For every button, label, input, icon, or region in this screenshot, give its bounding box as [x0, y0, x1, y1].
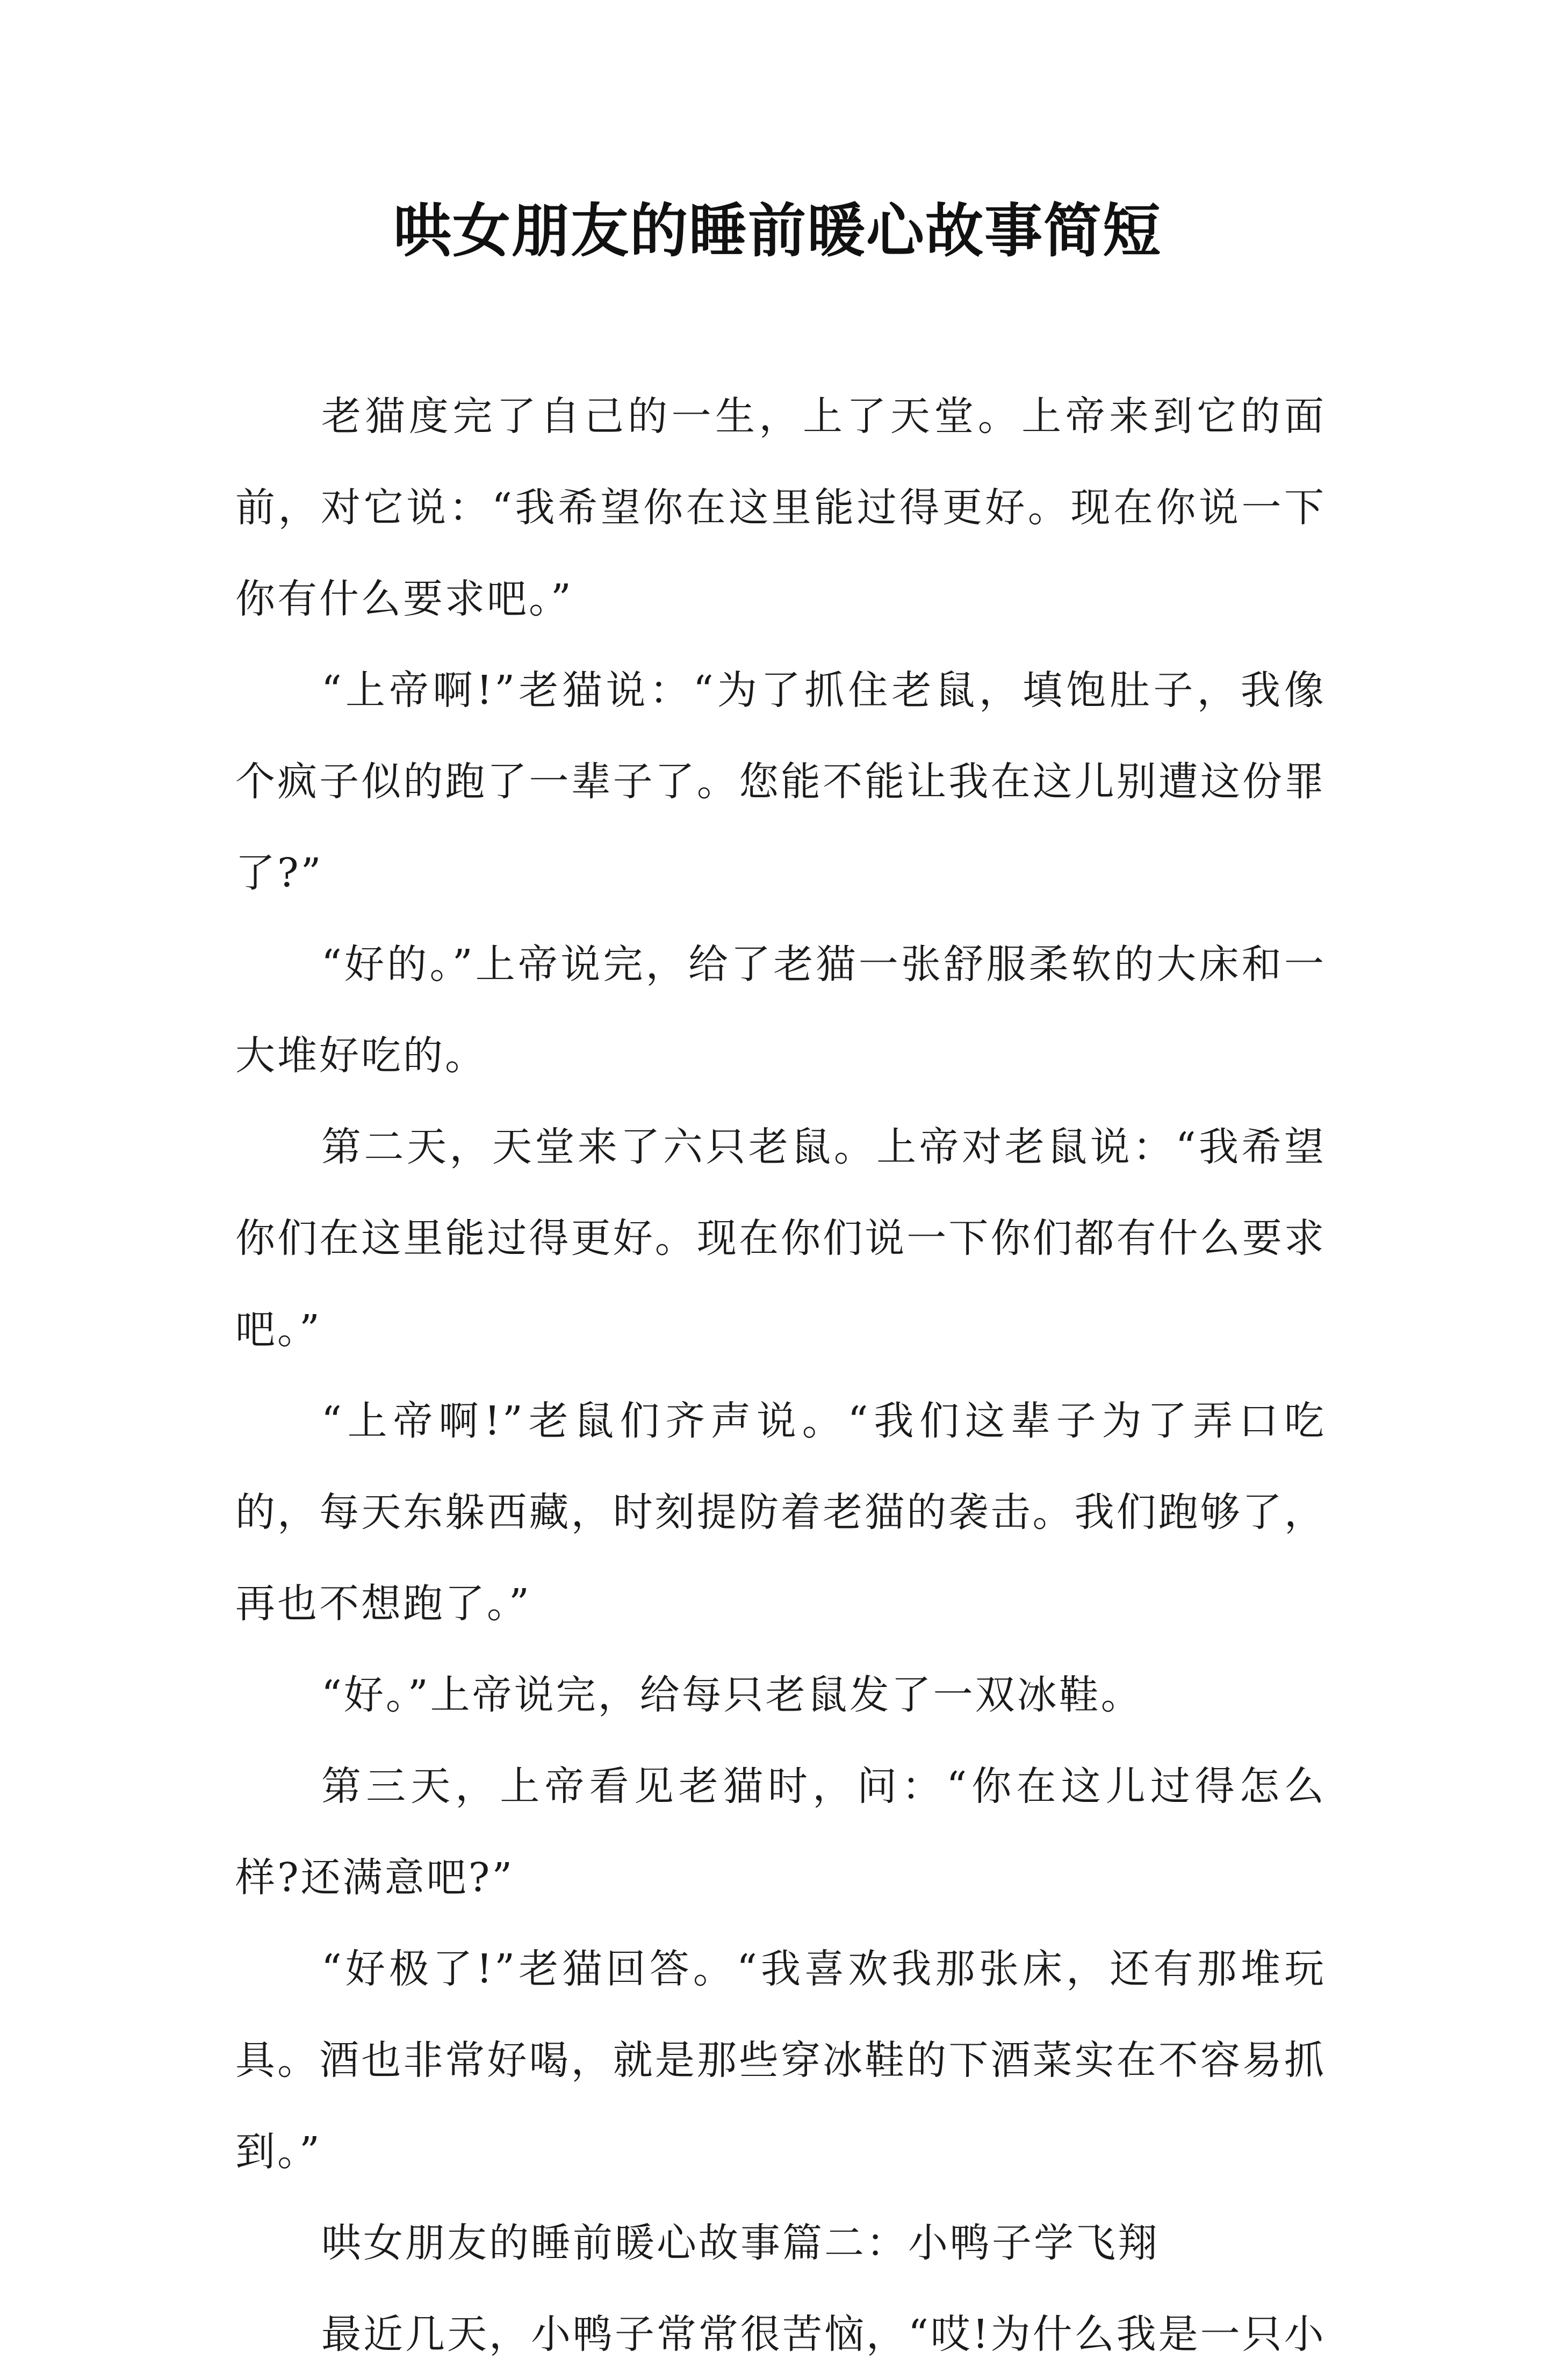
- document-body: [235, 371, 1326, 2380]
- document-title: 哄女朋友的睡前暖心故事简短: [393, 197, 1162, 265]
- paragraph: “好的。”上帝说完，给了老猫一张舒服柔软的大床和一大堆好吃的。: [235, 941, 1326, 1079]
- paragraph: 老猫度完了自己的一生，上了天堂。上帝来到它的面前，对它说：“我希望你在这里能过得更好。现在你说一下你有什么要求吧。”: [235, 393, 1326, 622]
- paragraph: 第三天，上帝看见老猫时，问：“你在这儿过得怎么样?还满意吧?”: [235, 1763, 1326, 1901]
- paragraph: “上帝啊!”老鼠们齐声说。“我们这辈子为了弄口吃的，每天东躲西藏，时刻提防着老猫的袭击。我们跑够了，再也不想跑了。”: [235, 1398, 1326, 1627]
- paragraph: 最近几天，小鸭子常常很苦恼，“哎!为什么我是一只小: [321, 2311, 1326, 2357]
- paragraph: “上帝啊!”老猫说：“为了抓住老鼠，填饱肚子，我像个疯子似的跑了一辈子了。您能不能让我在这儿别遭这份罪了?”: [235, 667, 1326, 896]
- paragraph: “好。”上帝说完，给每只老鼠发了一双冰鞋。: [321, 1672, 1143, 1718]
- paragraph: “好极了!”老猫回答。“我喜欢我那张床，还有那堆玩具。酒也非常好喝，就是那些穿冰鞋的下酒菜实在不容易抓到。”: [235, 1946, 1326, 2175]
- paragraph: 第二天，天堂来了六只老鼠。上帝对老鼠说：“我希望你们在这里能过得更好。现在你们说一下你们都有什么要求吧。”: [235, 1124, 1326, 1353]
- section-heading: 哄女朋友的睡前暖心故事篇二：小鸭子学飞翔: [321, 2220, 1160, 2266]
